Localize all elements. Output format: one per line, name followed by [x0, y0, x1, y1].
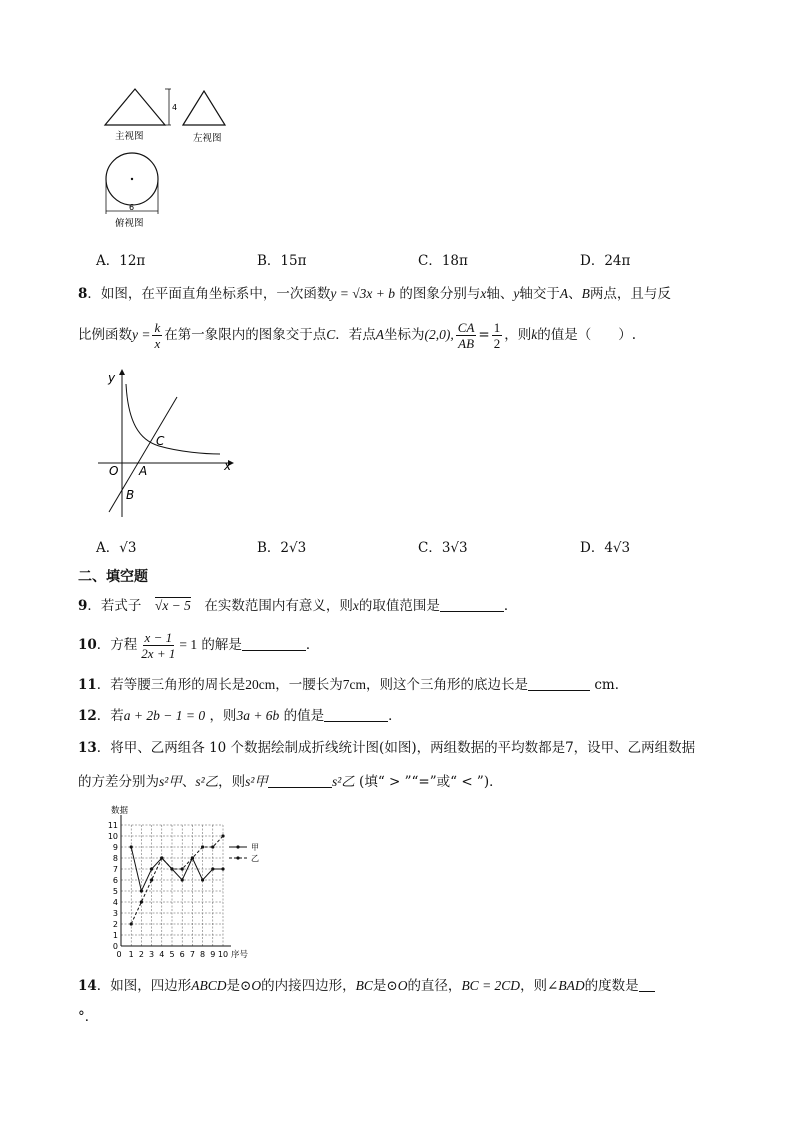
data-point — [130, 845, 133, 848]
svg-text:C: C — [156, 434, 165, 448]
data-point — [201, 878, 204, 881]
q8-line1: 8．如图，在平面直角坐标系中，一次函数y = √3x + b 的图象分别与x轴、y轴交于A、B两点，且与反 — [78, 286, 671, 302]
legend-marker — [236, 845, 239, 848]
y-tick-label: 10 — [108, 832, 118, 841]
data-point — [130, 922, 133, 925]
x-tick-label: 0 — [116, 950, 122, 959]
data-point — [181, 867, 184, 870]
q10: 10．方程 $\frac{x - 1}{2x + 1}$ = 1 的解是 ． — [78, 630, 320, 661]
q8-number: 8 — [78, 286, 88, 302]
q8-option-c[interactable]: C．3√3 — [418, 540, 468, 556]
x-axis-label: 序号 — [231, 950, 249, 960]
data-point — [201, 845, 204, 848]
q8-ratio-fraction: $\frac{CA}{AB}$ — [457, 320, 475, 351]
q8-inverse-fraction: $\frac{k}{x}$ — [154, 320, 161, 351]
y-tick-label: 3 — [112, 909, 118, 918]
q13-answer-blank[interactable] — [268, 773, 332, 788]
linear-function-line — [109, 397, 177, 512]
data-point — [211, 845, 214, 848]
x-tick-label: 7 — [189, 950, 195, 959]
q10-fraction: $\frac{x - 1}{2x + 1}$ — [141, 630, 176, 661]
front-view-label: 主视图 — [115, 131, 144, 142]
q12-answer-blank[interactable] — [324, 707, 388, 722]
data-point — [150, 867, 153, 870]
legend-label: 甲 — [251, 843, 259, 852]
data-point — [221, 834, 224, 837]
q13-line2: 的方差分别为s²甲、s²乙，则s²甲 s²乙 (填“ > ”“=”或“ < ”)． — [78, 774, 503, 790]
height-dimension: 4 — [172, 103, 178, 112]
y-tick-label: 0 — [112, 942, 118, 951]
data-point — [170, 867, 173, 870]
data-point — [150, 878, 153, 881]
y-tick-label: 2 — [112, 920, 118, 929]
q8-option-b[interactable]: B．2√3 — [257, 540, 307, 556]
y-tick-label: 1 — [112, 931, 118, 940]
q11-answer-blank[interactable] — [528, 676, 590, 691]
svg-text:O: O — [109, 464, 119, 478]
y-tick-label: 5 — [112, 887, 118, 896]
left-view-label: 左视图 — [193, 133, 222, 144]
q8-linear-func: y = √3x + b — [330, 286, 396, 301]
q8-graph — [95, 362, 245, 522]
svg-text:y: y — [108, 371, 116, 385]
inverse-function-curve — [126, 384, 220, 454]
y-tick-label: 8 — [112, 854, 118, 863]
q10-answer-blank[interactable] — [242, 636, 306, 651]
q13-line-chart — [108, 800, 288, 970]
q8-option-a[interactable]: A．√3 — [96, 540, 137, 556]
data-point — [191, 856, 194, 859]
section-title: 二、填空题 — [78, 569, 148, 585]
x-tick-label: 2 — [138, 950, 144, 959]
q7-option-c[interactable]: C．18π — [418, 253, 468, 269]
q12: 12．若a + 2b − 1 = 0 ，则3a + 6b 的值是 ． — [78, 708, 402, 724]
y-tick-label: 9 — [112, 843, 118, 852]
data-point — [140, 889, 143, 892]
x-tick-label: 8 — [200, 950, 206, 959]
data-point — [221, 867, 224, 870]
data-point — [140, 900, 143, 903]
y-tick-label: 6 — [112, 876, 118, 885]
data-point — [211, 867, 214, 870]
q14-degree: °． — [78, 1009, 99, 1025]
q7-option-d[interactable]: D．24π — [580, 253, 631, 269]
q9-answer-blank[interactable] — [440, 597, 504, 612]
x-tick-label: 9 — [210, 950, 216, 959]
y-axis-label: 数据 — [111, 806, 129, 816]
q14-answer-blank[interactable] — [639, 977, 655, 992]
front-view-triangle — [105, 89, 165, 125]
x-tick-label: 6 — [179, 950, 185, 959]
q9-sqrt-expr: √x − 5 — [154, 598, 191, 613]
q8-line2: 比例函数y = $\frac{k}{x}$ 在第一象限内的图象交于点C．若点A坐标为(2,0), $\frac{CA}{AB}$ = $\frac{1}{2}$ ，则k的值是（ ）. — [78, 320, 637, 351]
y-tick-label: 11 — [108, 821, 118, 830]
q8-option-d[interactable]: D．4√3 — [580, 540, 631, 556]
three-view-figure — [95, 80, 255, 230]
data-point — [181, 878, 184, 881]
data-point — [160, 856, 163, 859]
y-tick-label: 4 — [112, 898, 118, 907]
q11: 11．若等腰三角形的周长是20cm，一腰长为7cm，则这个三角形的底边长是 cm． — [78, 677, 629, 693]
legend-label: 乙 — [251, 854, 259, 863]
svg-text:A: A — [139, 464, 148, 478]
q7-option-b[interactable]: B．15π — [257, 253, 307, 269]
width-dimension: 6 — [129, 203, 135, 212]
q8-half-fraction: $\frac{1}{2}$ — [493, 320, 501, 351]
q9: 9．若式子 √x − 5 在实数范围内有意义，则x的取值范围是 ． — [78, 598, 518, 614]
x-tick-label: 10 — [217, 950, 229, 959]
top-view-label: 俯视图 — [115, 218, 144, 229]
x-tick-label: 5 — [169, 950, 175, 959]
x-tick-label: 1 — [128, 950, 134, 959]
q7-option-a[interactable]: A．12π — [96, 253, 146, 269]
left-view-triangle — [183, 91, 225, 125]
y-tick-label: 7 — [112, 865, 118, 874]
q13-line1: 13．将甲、乙两组各 10 个数据绘制成折线统计图(如图)，两组数据的平均数都是7，设甲、乙两组数据 — [78, 740, 696, 756]
q14: 14．如图，四边形ABCD是⊙O的内接四边形，BC是⊙O的直径，BC = 2CD，则∠BAD的度数是 — [78, 977, 655, 995]
svg-text:x: x — [224, 459, 232, 473]
svg-text:B: B — [126, 488, 135, 502]
legend-marker — [236, 856, 239, 859]
x-tick-label: 3 — [149, 950, 155, 959]
x-tick-label: 4 — [159, 950, 165, 959]
